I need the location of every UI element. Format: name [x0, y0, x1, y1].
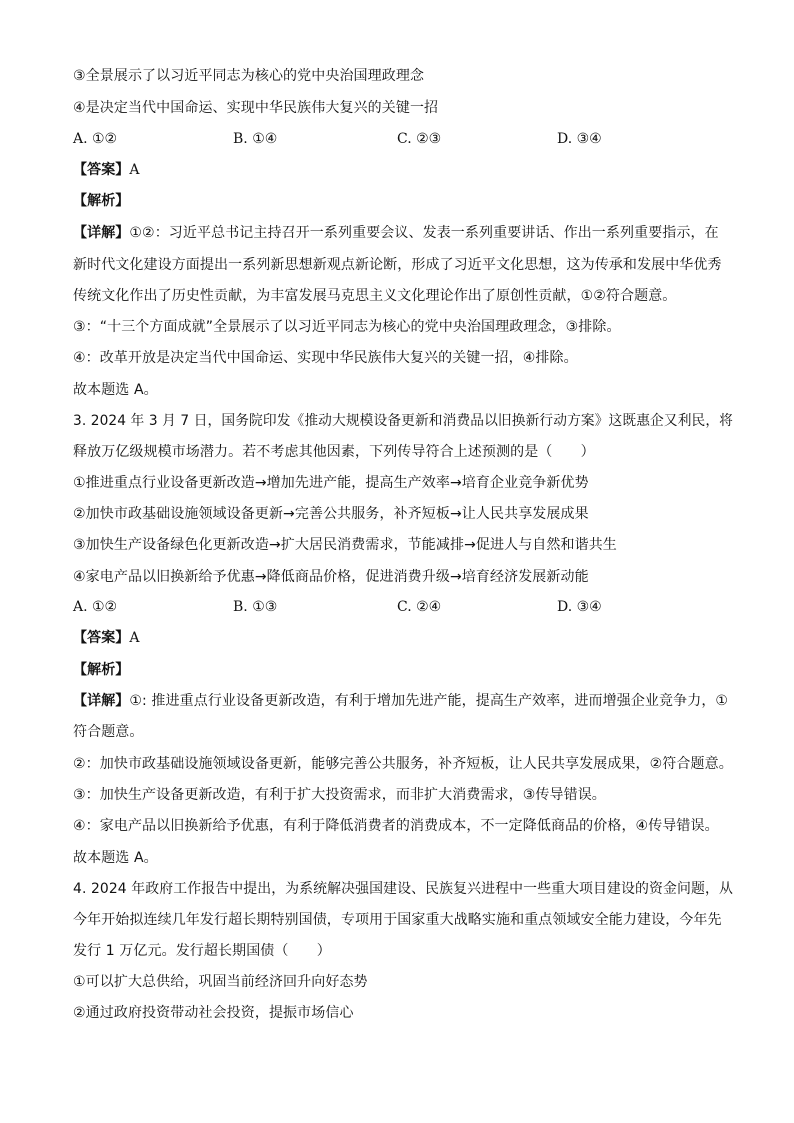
q2-detail-line-2: 新时代文化建设方面提出一系列新思想新观点新论断，形成了习近平文化思想，这为传承和发展中华优秀 [73, 257, 722, 273]
answer-label: 【答案】 [73, 162, 130, 178]
answer-value: A [129, 162, 140, 178]
detail-label: 【详解】 [73, 693, 130, 709]
q2-item-4: ④是决定当代中国命运、实现中华民族伟大复兴的关键一招 [73, 100, 439, 116]
q2-detail-line-5: ④：改革开放是决定当代中国命运、实现中华民族伟大复兴的关键一招，④排除。 [73, 350, 578, 366]
q3-option-d: D. ③④ [557, 599, 602, 615]
q3-answer [73, 628, 140, 648]
q2-options [73, 129, 723, 149]
q2-option-d: D. ③④ [557, 131, 602, 147]
q2-option-b: B. ①④ [233, 131, 278, 147]
q3-conclusion: 故本题选 A。 [73, 850, 158, 866]
q3-detail-line-5: ④：家电产品以旧换新给予优惠，有利于降低消费者的消费成本，不一定降低商品的价格，④传导错误。 [73, 818, 719, 834]
answer-label: 【答案】 [73, 630, 130, 646]
q4-stem-line-1: 4. 2024 年政府工作报告中提出，为系统解决强国建设、民族复兴进程中一些重大项目建设的资金问题，从 [73, 881, 733, 897]
q3-detail-line-4: ③：加快生产设备更新改造，有利于扩大投资需求，而非扩大消费需求，③传导错误。 [73, 787, 606, 803]
detail-label: 【详解】 [73, 225, 130, 241]
q4-item-1: ①可以扩大总供给，巩固当前经济回升向好态势 [73, 974, 368, 990]
q3-option-b: B. ①③ [233, 599, 278, 615]
q3-item-2: ②加快市政基础设施领域设备更新→完善公共服务，补齐短板→让人民共享发展成果 [73, 506, 589, 522]
q3-item-1: ①推进重点行业设备更新改造→增加先进产能，提高生产效率→培育企业竞争新优势 [73, 475, 589, 491]
q2-option-a: A. ①② [73, 131, 118, 147]
q2-detail-line-1 [73, 223, 719, 243]
q3-option-a: A. ①② [73, 599, 118, 615]
q2-detail-line-3: 传统文化作出了历史性贡献，为丰富发展马克思主义文化理论作出了原创性贡献，①②符合题意。 [73, 288, 677, 304]
q4-item-2: ②通过政府投资带动社会投资，提振市场信心 [73, 1005, 354, 1021]
q3-option-c: C. ②④ [397, 599, 442, 615]
q2-analysis-label: 【解析】 [73, 193, 130, 209]
q3-detail-line-2: 符合题意。 [73, 724, 144, 740]
answer-value: A [129, 630, 140, 646]
detail-text: ①②：习近平总书记主持召开一系列重要会议、发表一系列重要讲话、作出一系列重要指示，在 [129, 225, 719, 241]
q4-stem-line-3: 发行 1 万亿元。发行超长期国债（ ） [73, 943, 331, 959]
q2-answer [73, 160, 140, 180]
q3-stem-line-2: 释放万亿级规模市场潜力。若不考虑其他因素，下列传导符合上述预测的是（ ） [73, 444, 595, 460]
detail-text: ①: 推进重点行业设备更新改造，有利于增加先进产能，提高生产效率，进而增强企业竞争力，① [129, 693, 729, 709]
q2-conclusion: 故本题选 A。 [73, 382, 158, 398]
q3-detail-line-3: ②：加快市政基础设施领域设备更新，能够完善公共服务，补齐短板，让人民共享发展成果，②符合题意。 [73, 756, 733, 772]
q2-detail-line-4: ③：“十三个方面成就”全景展示了以习近平同志为核心的党中央治国理政理念，③排除。 [73, 319, 621, 335]
q4-stem-line-2: 今年开始拟连续几年发行超长期特别国债，专项用于国家重大战略实施和重点领域安全能力建设，今年先 [73, 912, 722, 928]
q3-options [73, 597, 723, 617]
q3-item-3: ③加快生产设备绿色化更新改造→扩大居民消费需求，节能减排→促进人与自然和谐共生 [73, 537, 617, 553]
q3-analysis-label: 【解析】 [73, 662, 130, 678]
q3-stem-line-1: 3. 2024 年 3 月 7 日，国务院印发《推动大规模设备更新和消费品以旧换新行动方案》这既惠企又利民，将 [73, 413, 734, 429]
q3-detail-line-1 [73, 691, 728, 711]
q2-option-c: C. ②③ [397, 131, 442, 147]
q3-item-4: ④家电产品以旧换新给予优惠→降低商品价格，促进消费升级→培育经济发展新动能 [73, 569, 589, 585]
q2-item-3: ③全景展示了以习近平同志为核心的党中央治国理政理念 [73, 68, 425, 84]
